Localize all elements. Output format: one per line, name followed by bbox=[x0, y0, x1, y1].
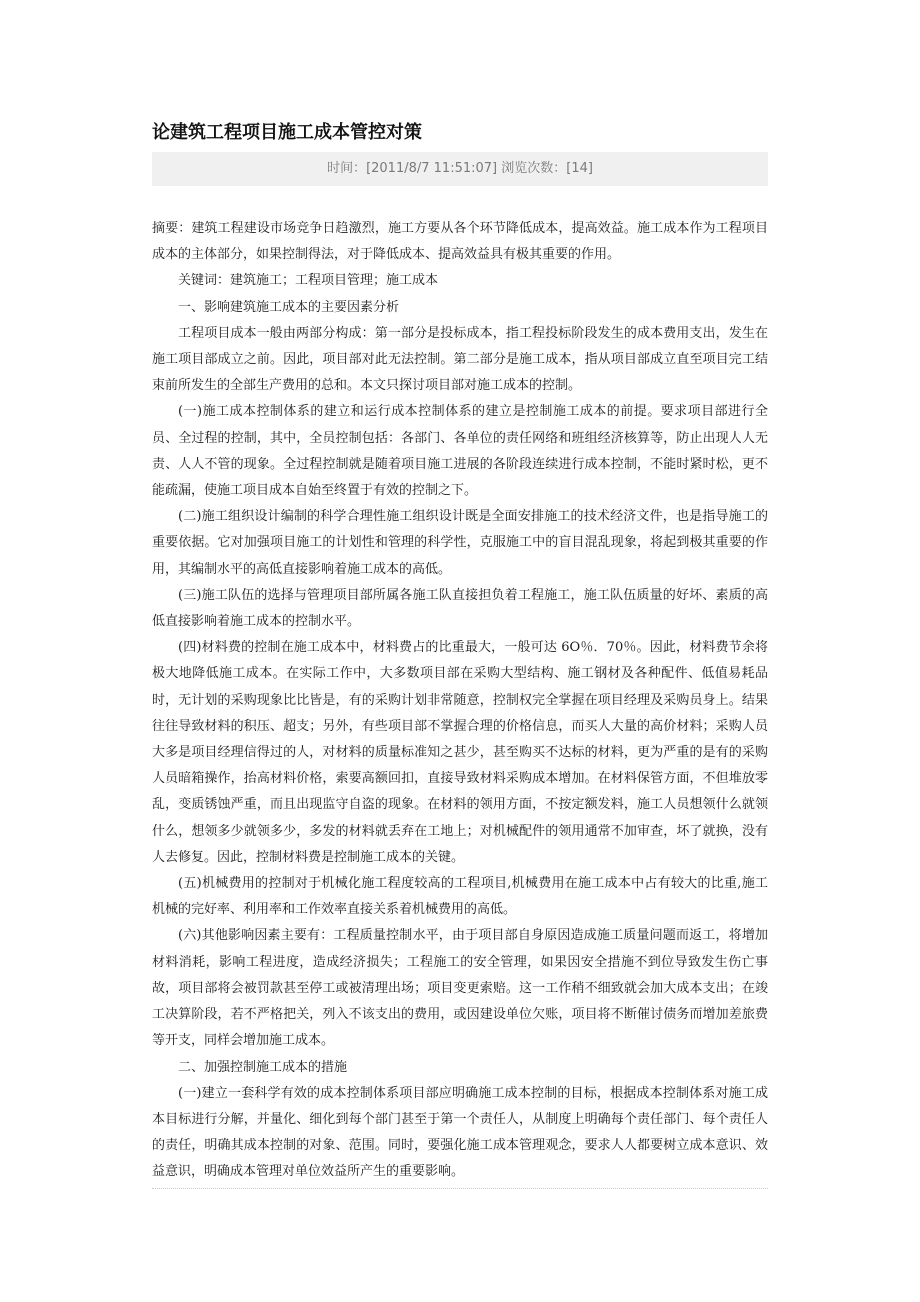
article bbox=[152, 112, 768, 1189]
body-paragraph: (四)材料费的控制在施工成本中，材料费占的比重最大，一般可达 6O％．70％。因此，材料费节余将极大地降低施工成本。在实际工作中，大多数项目部在采购大型结构、施工钢材及各种配件、低值易耗品时，无计划的采购现象比比皆是，有的采购计划非常随意，控制权完全掌握在项目经理及采购员身上。结果往往导致材料的积压、超支；另外，有些项目部不掌握合理的价格信息，而买人大量的高价材料；采购人员大多是项目经理信得过的人，对材料的质量标准知之甚少，甚至购买不达标的材料，更为严重的是有的采购人员暗箱操作，抬高材料价格，索要高额回扣，直接导致材料采购成本增加。在材料保管方面，不但堆放零乱，变质锈蚀严重，而且出现监守自盗的现象。在材料的领用方面，不按定额发料，施工人员想领什么就领什么，想领多少就领多少，多发的材料就丢弃在工地上；对机械配件的领用通常不加审查，坏了就换，没有人去修复。因此，控制材料费是控制施工成本的关键。 bbox=[152, 640, 768, 865]
body-paragraph: (一)建立一套科学有效的成本控制体系项目部应明确施工成本控制的目标，根据成本控制体系对施工成本目标进行分解，并量化、细化到每个部门甚至于第一个责任人，从制度上明确每个责任部门、每个责任人的责任，明确其成本控制的对象、范围。同时，要强化施工成本管理观念，要求人人都要树立成本意识、效益意识，明确成本管理对单位效益所产生的重要影响。 bbox=[152, 1085, 768, 1180]
article-title: 论建筑工程项目施工成本管控对策 bbox=[152, 122, 422, 143]
section-heading: 二、加强控制施工成本的措施 bbox=[178, 1059, 348, 1075]
bottom-divider bbox=[152, 1188, 768, 1189]
body-paragraph: (一)施工成本控制体系的建立和运行成本控制体系的建立是控制施工成本的前提。要求项目部进行全员、全过程的控制，其中，全员控制包括：各部门、各单位的责任网络和班组经济核算等，防止出现人人无责、人人不管的现象。全过程控制就是随着项目施工进展的各阶段连续进行成本控制，不能时紧时松，更不能疏漏，使施工项目成本自始至终置于有效的控制之下。 bbox=[152, 404, 768, 499]
body-paragraph: (六)其他影响因素主要有：工程质量控制水平，由于项目部自身原因造成施工质量问题而返工，将增加材料消耗，影响工程进度，造成经济损失；工程施工的安全管理，如果因安全措施不到位导致发生伤亡事故，项目部将会被罚款甚至停工或被清理出场；项目变更索赔。这一工作稍不细致就会加大成本支出；在竣工决算阶段，若不严格把关，列入不该支出的费用，或因建设单位欠账，项目将不断催讨债务而增加差旅费等开支，同样会增加施工成本。 bbox=[152, 928, 768, 1049]
body-paragraph: (五)机械费用的控制对于机械化施工程度较高的工程项目,机械费用在施工成本中占有较大的比重,施工机械的完好率、利用率和工作效率直接关系着机械费用的高低。 bbox=[152, 876, 768, 918]
body-paragraph: (二)施工组织设计编制的科学合理性施工组织设计既是全面安排施工的技术经济文件，也是指导施工的重要依据。它对加强项目施工的计划性和管理的科学性，克服施工中的盲目混乱现象，将起到极其重要的作用，其编制水平的高低直接影响着施工成本的高低。 bbox=[152, 509, 768, 577]
body-paragraph: 工程项目成本一般由两部分构成：第一部分是投标成本，指工程投标阶段发生的成本费用支出，发生在施工项目部成立之前。因此，项目部对此无法控制。第二部分是施工成本，指从项目部成立直至项目完工结束前所发生的全部生产费用的总和。本文只探讨项目部对施工成本的控制。 bbox=[152, 325, 768, 394]
section-heading: 一、影响建筑施工成本的主要因素分析 bbox=[178, 299, 400, 315]
keywords-paragraph: 关键词：建筑施工；工程项目管理；施工成本 bbox=[178, 273, 439, 289]
article-body bbox=[152, 216, 768, 1186]
abstract-paragraph: 摘要：建筑工程建设市场竞争日趋激烈，施工方要从各个环节降低成本，提高效益。施工成本作为工程项目成本的主体部分，如果控制得法，对于降低成本、提高效益具有极其重要的作用。 bbox=[152, 221, 768, 263]
article-meta-bar: 时间：[2011/8/7 11:51:07] 浏览次数：[14] bbox=[152, 152, 768, 186]
body-paragraph: (三)施工队伍的选择与管理项目部所属各施工队直接担负着工程施工，施工队伍质量的好坏、素质的高低直接影响着施工成本的控制水平。 bbox=[152, 587, 768, 630]
